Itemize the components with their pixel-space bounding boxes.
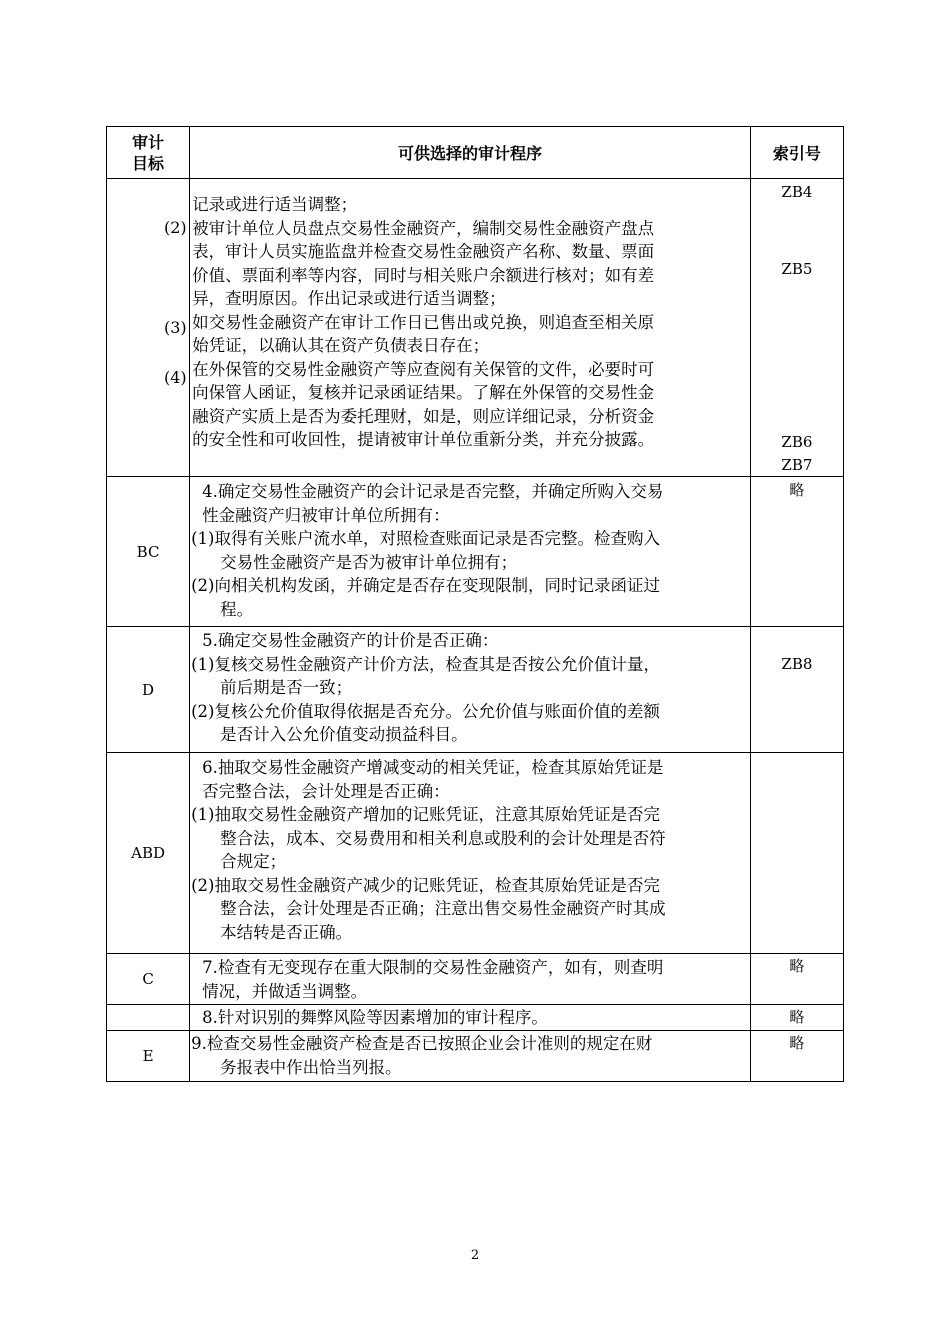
audit-goal-cell: ABD [107,753,190,954]
index-number: ZB7 [781,456,813,474]
procedure-line: 价值、票面利率等内容，同时与相关账户余额进行核对；如有差 [192,265,655,285]
procedure-line: 合规定； [220,852,287,871]
procedure-line: (1)复核交易性金融资产计价方法，检查其是否按公允价值计量， [191,654,660,674]
procedure-line: (2)向相关机构发函，并确定是否存在变现限制，同时记录函证过 [191,576,660,595]
procedure-line: 务报表中作出恰当列报。 [220,1057,402,1077]
procedure-line: 性金融资产归被审计单位所拥有： [202,505,450,525]
procedure-line: 向保管人函证，复核并记录函证结果。了解在外保管的交易性金 [192,383,655,402]
procedure-line: 交易性金融资产是否为被审计单位拥有； [220,552,518,572]
table-row [107,954,844,1005]
procedure-line: 是否计入公允价值变动损益科目。 [220,725,468,744]
procedure-line: (1)取得有关账户流水单，对照检查账面记录是否完整。检查购入 [191,529,660,548]
table-header-row [107,127,844,179]
table-row [107,1031,844,1082]
index-cell [750,627,843,753]
procedure-cell [190,753,751,954]
procedure-line: 本结转是否正确。 [220,922,353,942]
index-number: ZB8 [781,655,813,673]
procedure-line: (1)抽取交易性金融资产增加的记账凭证，注意其原始凭证是否完 [191,805,660,824]
index-cell [750,954,843,1005]
procedure-line: 异，查明原因。作出记录或进行适当调整； [192,289,506,308]
procedure-cell [190,1005,751,1031]
table-row [107,477,844,627]
procedure-line: 8.针对识别的舞弊风险等因素增加的审计程序。 [202,1008,548,1027]
audit-goal-cell [107,1005,190,1031]
index-number: ZB6 [781,433,813,451]
audit-goal-cell: E [107,1031,190,1082]
procedure-line: 整合法，会计处理是否正确；注意出售交易性金融资产时其成 [220,899,666,918]
audit-procedure-table [106,126,844,1082]
header-audit-goal [107,127,190,179]
index-cell [750,477,843,627]
table-row [107,627,844,753]
header-goal-line1: 审计 [132,132,165,152]
index-number: ZB5 [781,260,813,278]
header-index: 索引号 [750,127,843,179]
procedure-cell [190,179,751,477]
procedure-line: 被审计单位人员盘点交易性金融资产，编制交易性金融资产盘点 [192,218,655,238]
procedure-line: 7.检查有无变现存在重大限制的交易性金融资产，如有，则查明 [202,958,664,977]
procedure-line: (2)抽取交易性金融资产减少的记账凭证，检查其原始凭证是否完 [191,875,660,895]
index-cell [750,1031,843,1082]
procedure-line: 前后期是否一致； [220,678,353,697]
item-marker: (3) [164,318,187,337]
procedure-line: 记录或进行适当调整； [192,195,358,214]
procedure-line: 4.确定交易性金融资产的会计记录是否完整，并确定所购入交易 [202,482,664,501]
table-row [107,1005,844,1031]
procedure-line: 整合法，成本、交易费用和相关利息或股利的会计处理是否符 [220,828,666,848]
procedure-line: 程。 [220,599,254,619]
procedure-cell [190,627,751,753]
procedure-line: 6.抽取交易性金融资产增减变动的相关凭证，检查其原始凭证是 [202,758,664,777]
audit-goal-cell: C [107,954,190,1005]
procedure-line: 在外保管的交易性金融资产等应查阅有关保管的文件，必要时可 [192,359,655,379]
header-goal-line2: 目标 [132,153,165,173]
audit-goal-cell: D [107,627,190,753]
procedure-line: 如交易性金融资产在审计工作日已售出或兑换，则追查至相关原 [192,312,655,332]
procedure-line: 表，审计人员实施监盘并检查交易性金融资产名称、数量、票面 [192,242,655,261]
table-row [107,179,844,477]
procedure-cell [190,954,751,1005]
audit-goal-cell: BC [107,477,190,627]
index-cell [750,1005,843,1031]
index-number: ZB4 [781,183,813,201]
table-row [107,753,844,954]
procedure-line: 情况，并做适当调整。 [202,981,368,1001]
index-number: 略 [789,1034,805,1052]
procedure-line: 的安全性和可收回性，提请被审计单位重新分类，并充分披露。 [192,430,655,449]
procedure-line: 始凭证，以确认其在资产负债表日存在； [192,336,490,355]
item-marker: (4) [164,368,187,387]
procedure-line: 否完整合法，会计处理是否正确： [202,781,450,801]
index-cell [750,753,843,954]
page-number: 2 [470,1248,480,1263]
index-cell [750,179,843,477]
procedure-line: 5.确定交易性金融资产的计价是否正确： [202,631,499,650]
procedure-line: 融资产实质上是否为委托理财，如是，则应详细记录，分析资金 [192,406,655,426]
index-number: 略 [789,1008,805,1026]
procedure-line: (2)复核公允价值取得依据是否充分。公允价值与账面价值的差额 [191,701,660,721]
header-procedure: 可供选择的审计程序 [190,127,751,179]
procedure-cell [190,1031,751,1082]
procedure-line: 9.检查交易性金融资产检查是否已按照企业会计准则的规定在财 [191,1034,653,1053]
index-number: 略 [789,957,805,975]
item-marker: (2) [164,218,187,237]
procedure-cell [190,477,751,627]
index-number: 略 [789,481,805,499]
